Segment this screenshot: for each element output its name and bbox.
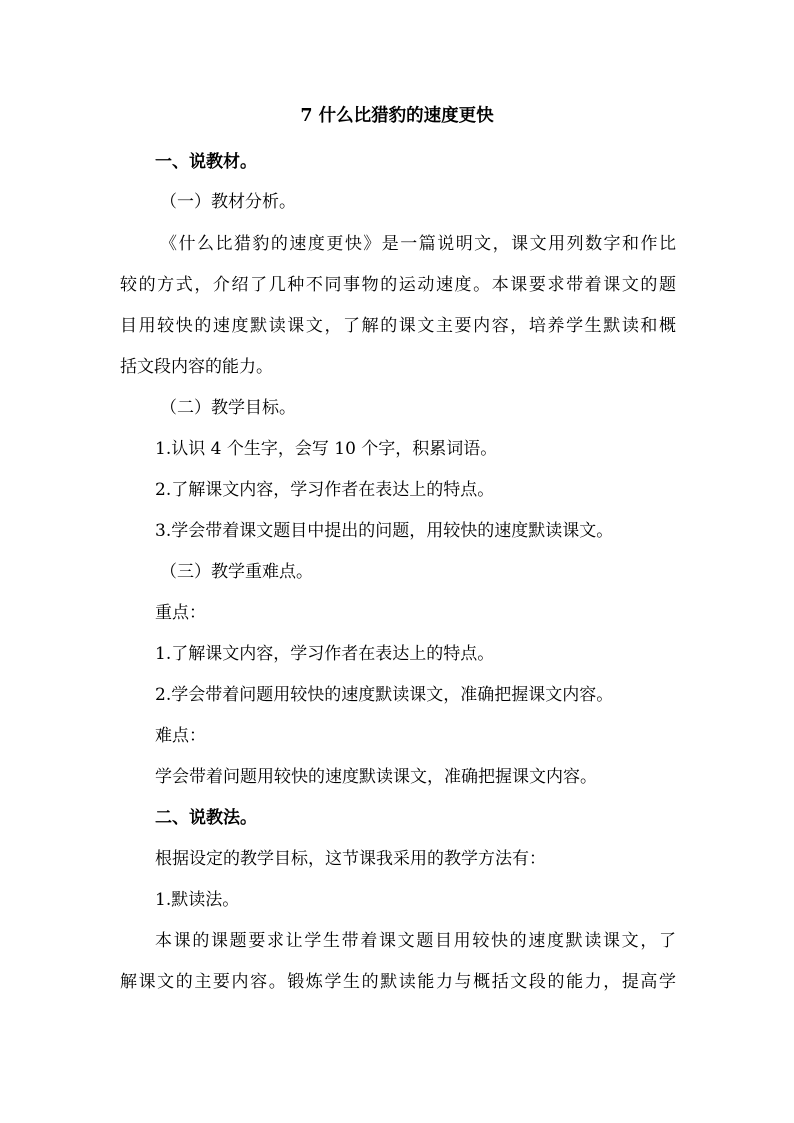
section-heading-2: 二、说教法。 [155, 808, 257, 828]
subheading-teaching-goals: （二）教学目标。 [160, 398, 296, 418]
goal-item-1: 1.认识 4 个生字，会写 10 个字，积累词语。 [155, 439, 498, 459]
key-item-1: 1.了解课文内容，学习作者在表达上的特点。 [155, 644, 495, 664]
subheading-textbook-analysis: （一）教材分析。 [160, 192, 296, 212]
key-label: 重点： [155, 603, 206, 623]
document-title: 7 什么比猎豹的速度更快 [300, 106, 494, 126]
paragraph-line: 解课文的主要内容。锻炼学生的默读能力与概括文段的能力，提高学 [120, 972, 676, 992]
difficulty-item: 学会带着问题用较快的速度默读课文，准确把握课文内容。 [155, 767, 597, 787]
paragraph-line: 本课的课题要求让学生带着课文题目用较快的速度默读课文，了 [155, 931, 676, 951]
goal-item-2: 2.了解课文内容，学习作者在表达上的特点。 [155, 480, 495, 500]
paragraph-line: 目用较快的速度默读课文，了解的课文主要内容，培养学生默读和概 [120, 316, 676, 336]
key-item-2: 2.学会带着问题用较快的速度默读课文，准确把握课文内容。 [155, 685, 614, 705]
goal-item-3: 3.学会带着课文题目中提出的问题，用较快的速度默读课文。 [155, 521, 614, 541]
paragraph-line: 括文段内容的能力。 [120, 357, 273, 377]
paragraph-line: 《什么比猎豹的速度更快》是一篇说明文，课文用列数字和作比 [160, 234, 676, 254]
paragraph-line: 较的方式，介绍了几种不同事物的运动速度。本课要求带着课文的题 [120, 275, 676, 295]
difficulty-label: 难点： [155, 726, 206, 746]
subheading-key-points: （三）教学重难点。 [160, 562, 313, 582]
section-heading-1: 一、说教材。 [155, 152, 257, 172]
methods-intro: 根据设定的教学目标，这节课我采用的教学方法有： [155, 849, 546, 869]
method-item-1: 1.默读法。 [155, 890, 240, 910]
